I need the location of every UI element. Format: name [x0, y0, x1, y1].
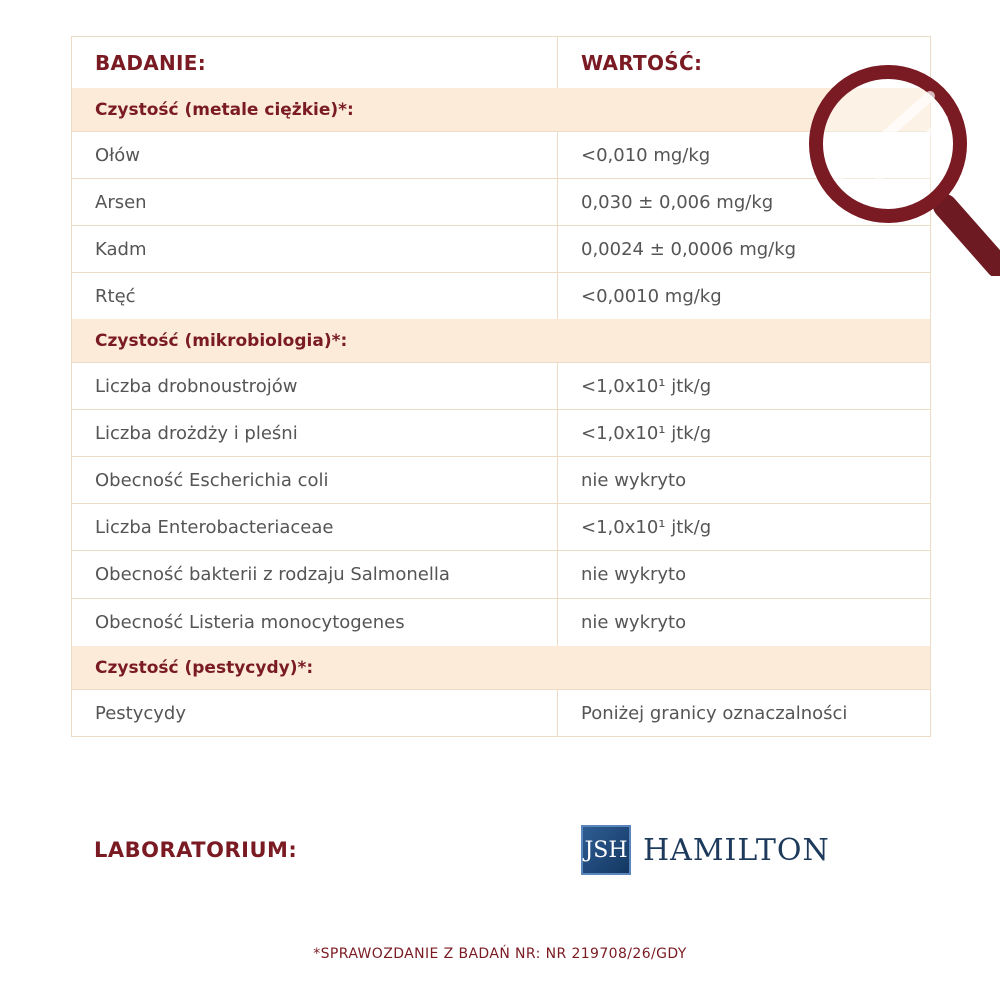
magnifier-icon: [800, 56, 1000, 276]
table-row: [72, 550, 930, 598]
hamilton-logo: [581, 824, 830, 876]
logo-mark: JSH: [581, 825, 631, 875]
test-name: Arsen: [72, 179, 558, 225]
test-value: <0,0010 mg/kg: [581, 285, 722, 307]
laboratory-label: LABORATORIUM:: [94, 838, 298, 862]
table-row: [72, 409, 930, 456]
table-row: [72, 272, 930, 319]
test-value: <0,010 mg/kg: [581, 144, 711, 166]
section-microbiology: Czystość (mikrobiologia)*:: [72, 319, 930, 362]
header-value: WARTOŚĆ:: [581, 50, 703, 75]
test-value: nie wykryto: [581, 612, 687, 633]
test-value: <1,0x10¹ jtk/g: [581, 375, 712, 397]
table-row: [72, 503, 930, 550]
test-name: Obecność Listeria monocytogenes: [72, 599, 558, 646]
test-name: Liczba Enterobacteriaceae: [72, 504, 558, 550]
test-name: Kadm: [72, 226, 558, 272]
test-name: Pestycydy: [72, 690, 558, 736]
test-name: Liczba drobnoustrojów: [72, 363, 558, 409]
section-pesticides: Czystość (pestycydy)*:: [72, 646, 930, 689]
section-heavy-metals: Czystość (metale ciężkie)*:: [72, 88, 930, 131]
table-row: [72, 598, 930, 646]
test-value: <1,0x10¹ jtk/g: [581, 422, 712, 444]
test-name: Rtęć: [72, 273, 558, 319]
logo-text: HAMILTON: [643, 832, 830, 868]
test-value: 0,0024 ± 0,0006 mg/kg: [581, 238, 797, 260]
test-name: Liczba drożdży i pleśni: [72, 410, 558, 456]
header-test: BADANIE:: [72, 37, 558, 88]
table-row: [72, 362, 930, 409]
table-row: [72, 456, 930, 503]
test-value: Poniżej granicy oznaczalności: [581, 702, 848, 724]
table-row: [72, 689, 930, 736]
test-name: Ołów: [72, 132, 558, 178]
test-value: nie wykryto: [581, 564, 687, 585]
test-name: Obecność bakterii z rodzaju Salmonella: [72, 551, 558, 598]
report-footnote: *SPRAWOZDANIE Z BADAŃ NR: NR 219708/26/GDY: [313, 946, 687, 962]
test-value: 0,030 ± 0,006 mg/kg: [581, 191, 774, 213]
test-value: <1,0x10¹ jtk/g: [581, 516, 712, 538]
test-value: nie wykryto: [581, 469, 687, 491]
test-name: Obecność Escherichia coli: [72, 457, 558, 503]
